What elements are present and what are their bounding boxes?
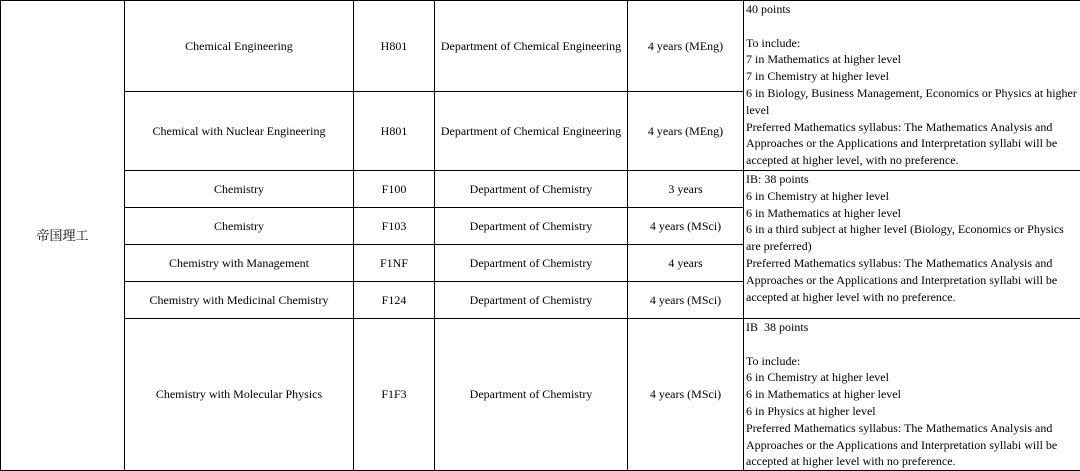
requirement-line <box>746 18 1080 35</box>
entry-requirements-cell <box>744 319 1080 471</box>
requirement-line: 6 in Mathematics at higher level <box>746 205 1080 222</box>
department-cell: Department of Chemistry <box>435 245 628 282</box>
course-code-cell: F124 <box>354 282 435 319</box>
requirement-line <box>746 336 1080 353</box>
duration-cell: 4 years (MSci) <box>628 319 744 471</box>
course-name-cell: Chemistry with Management <box>125 245 354 282</box>
duration-cell: 4 years (MSci) <box>628 282 744 319</box>
course-name-cell: Chemical with Nuclear Engineering <box>125 92 354 171</box>
duration-cell: 4 years (MEng) <box>628 92 744 171</box>
department-cell: Department of Chemistry <box>435 171 628 208</box>
institution-cell: 帝国理工 <box>1 1 125 471</box>
duration-cell: 4 years (MSci) <box>628 208 744 245</box>
requirement-line: 40 points <box>746 1 1080 18</box>
requirement-line: IB 38 points <box>746 319 1080 336</box>
department-cell: Department of Chemistry <box>435 208 628 245</box>
course-code-cell: F100 <box>354 171 435 208</box>
requirement-line: 6 in Chemistry at higher level <box>746 188 1080 205</box>
duration-cell: 4 years (MEng) <box>628 1 744 92</box>
duration-cell: 4 years <box>628 245 744 282</box>
requirement-line: 6 in Biology, Business Management, Economics or Physics at higher level <box>746 85 1080 119</box>
table-row <box>1 171 1080 208</box>
entry-requirements-cell <box>744 1 1080 171</box>
course-name-cell: Chemistry <box>125 208 354 245</box>
department-cell: Department of Chemical Engineering <box>435 92 628 171</box>
department-cell: Department of Chemical Engineering <box>435 1 628 92</box>
course-name-cell: Chemical Engineering <box>125 1 354 92</box>
course-code-cell: H801 <box>354 1 435 92</box>
entry-requirements-cell <box>744 171 1080 319</box>
course-name-cell: Chemistry with Medicinal Chemistry <box>125 282 354 319</box>
requirement-line: To include: <box>746 353 1080 370</box>
requirement-line: 6 in a third subject at higher level (Biology, Economics or Physics are preferred) <box>746 221 1080 255</box>
course-code-cell: F103 <box>354 208 435 245</box>
requirement-line: Preferred Mathematics syllabus: The Mathematics Analysis and Approaches or the Applications and Interpretation syllabi will be accepted at higher level with no preference. <box>746 420 1080 470</box>
requirement-line: Preferred Mathematics syllabus: The Mathematics Analysis and Approaches or the Applications and Interpretation syllabi will be accepted at higher level, with no preference. <box>746 119 1080 169</box>
requirement-line: 6 in Chemistry at higher level <box>746 369 1080 386</box>
requirement-line: 6 in Physics at higher level <box>746 403 1080 420</box>
course-code-cell: F1NF <box>354 245 435 282</box>
course-name-cell: Chemistry <box>125 171 354 208</box>
course-code-cell: H801 <box>354 92 435 171</box>
requirement-line: 7 in Mathematics at higher level <box>746 51 1080 68</box>
course-name-cell: Chemistry with Molecular Physics <box>125 319 354 471</box>
duration-cell: 3 years <box>628 171 744 208</box>
requirement-line: To include: <box>746 35 1080 52</box>
course-code-cell: F1F3 <box>354 319 435 471</box>
requirement-line: IB: 38 points <box>746 171 1080 188</box>
table-row <box>1 319 1080 471</box>
department-cell: Department of Chemistry <box>435 319 628 471</box>
requirement-line: Preferred Mathematics syllabus: The Mathematics Analysis and Approaches or the Applications and Interpretation syllabi will be accepted at higher level with no preference. <box>746 255 1080 305</box>
requirement-line: 7 in Chemistry at higher level <box>746 68 1080 85</box>
requirement-line: 6 in Mathematics at higher level <box>746 386 1080 403</box>
department-cell: Department of Chemistry <box>435 282 628 319</box>
table-row <box>1 1 1080 92</box>
